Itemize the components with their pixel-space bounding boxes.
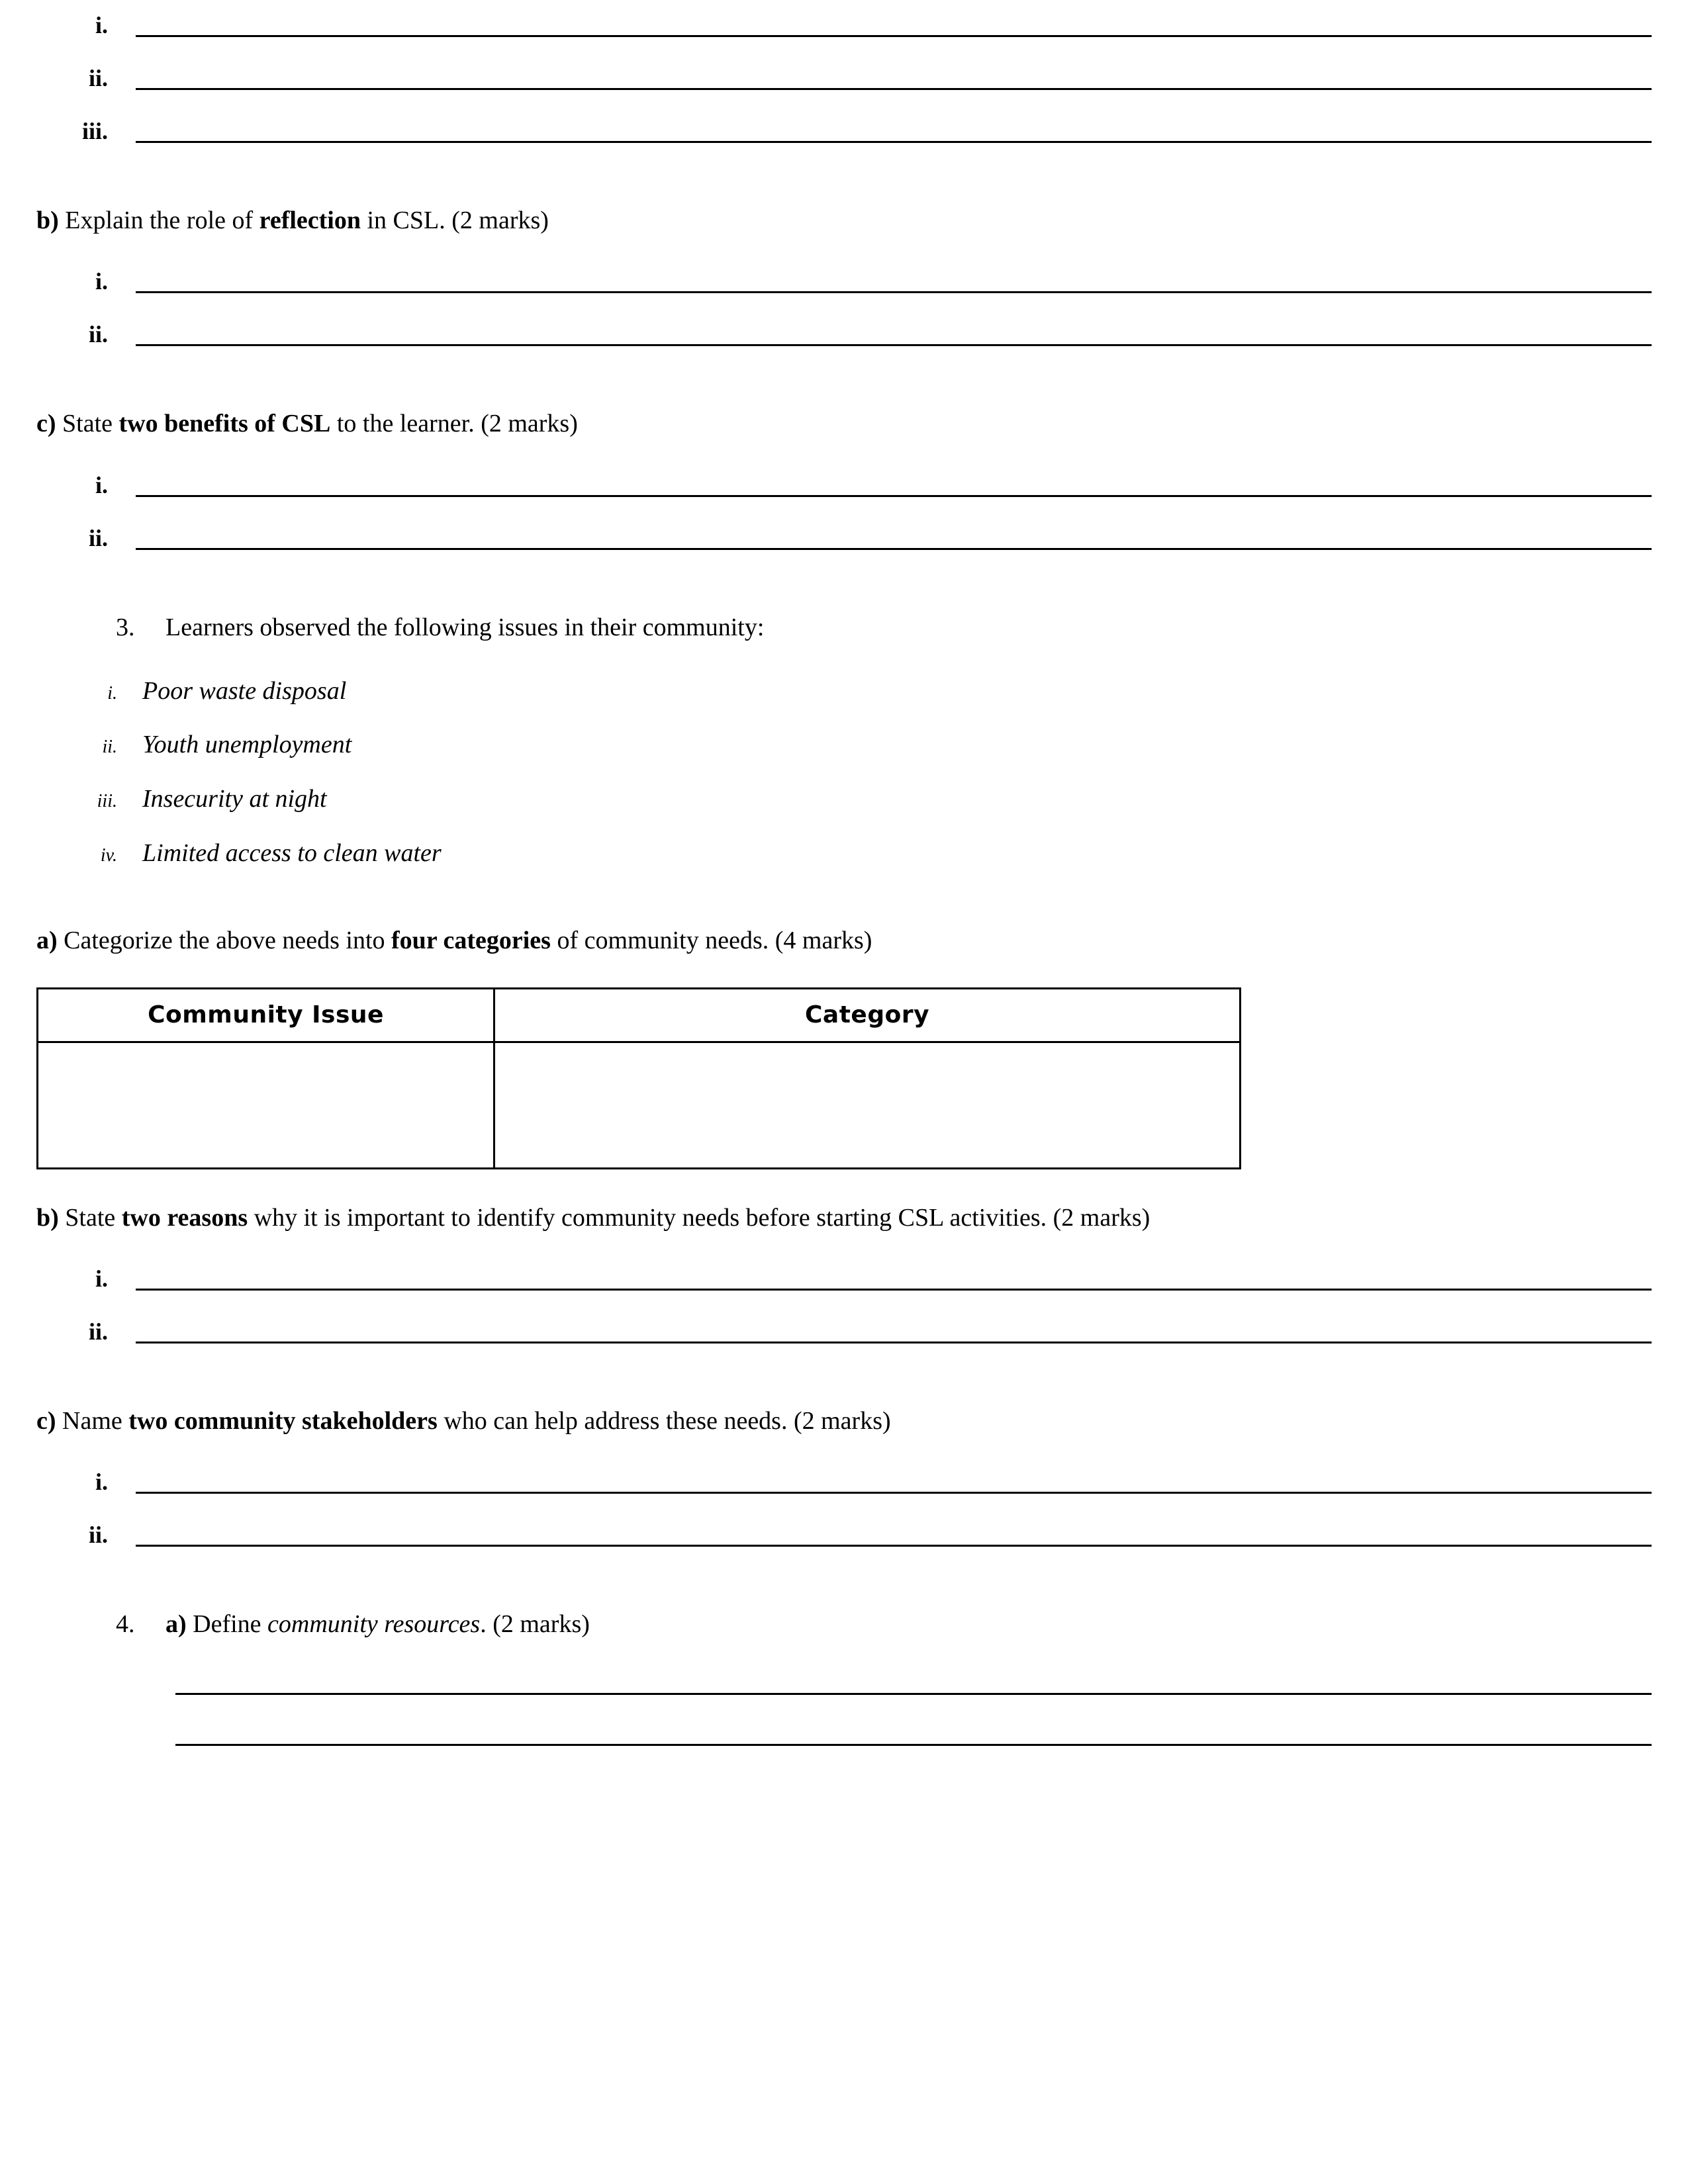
list-item-label: Youth unemployment: [142, 731, 352, 759]
answer-label: i.: [95, 268, 108, 295]
answer-write-line[interactable]: [136, 68, 1652, 90]
list-item: [36, 730, 1652, 760]
question-4-number: 4.: [116, 1610, 135, 1639]
answer-label: ii.: [88, 65, 108, 91]
table-row: [38, 1042, 1241, 1168]
question-2b-keyword: reflection: [259, 206, 361, 234]
question-3a-text-before: Categorize the above needs into: [57, 927, 392, 955]
question-2c-text: [36, 407, 1652, 441]
answer-label: i.: [95, 1469, 108, 1496]
list-item-label: Limited access to clean water: [142, 839, 442, 867]
question-3b-keyword: two reasons: [121, 1203, 248, 1232]
question-2c-keyword: two benefits of CSL: [118, 410, 331, 438]
answer-label: i.: [95, 471, 108, 498]
list-item: [36, 784, 1652, 815]
column-header-category: Category: [494, 988, 1241, 1042]
question-3c-prefix: c): [36, 1406, 56, 1435]
answer-write-line[interactable]: [136, 1525, 1652, 1547]
answer-row: [36, 473, 1652, 497]
list-item-label: Insecurity at night: [142, 785, 327, 813]
answer-write-line[interactable]: [175, 1724, 1652, 1746]
answer-label: iii.: [81, 118, 108, 144]
question-3a-text-after: of community needs. (4 marks): [550, 927, 872, 955]
answer-group-top: [36, 13, 1652, 143]
answer-row: [36, 1724, 1652, 1746]
answer-write-line[interactable]: [136, 15, 1652, 37]
answer-write-line[interactable]: [136, 528, 1652, 550]
question-4a-text: [165, 1608, 590, 1641]
question-3b-text-before: State: [58, 1203, 122, 1232]
question-3b-text: [36, 1201, 1652, 1235]
cell-community-issue[interactable]: [38, 1042, 494, 1168]
question-3a-text: [36, 924, 1652, 958]
answer-write-line[interactable]: [136, 271, 1652, 293]
question-2c-text-after: to the learner. (2 marks): [330, 410, 578, 438]
table-header-row: [38, 988, 1241, 1042]
question-3a-keyword: four categories: [391, 927, 551, 955]
answer-write-line[interactable]: [136, 1269, 1652, 1291]
list-item: [36, 676, 1652, 707]
question-3b-text-after: why it is important to identify community needs before starting CSL activities. (2 marks): [248, 1203, 1150, 1232]
question-4: [116, 1608, 1652, 1641]
question-2b-prefix: b): [36, 206, 59, 234]
question-4a-text-before: Define: [186, 1610, 268, 1639]
answer-row: [36, 13, 1652, 37]
answer-row: [36, 1320, 1652, 1343]
answer-group-4a: [36, 1673, 1652, 1746]
answer-write-line[interactable]: [136, 121, 1652, 143]
answer-group-2c: [36, 473, 1652, 550]
list-item-label: Poor waste disposal: [142, 676, 347, 705]
answer-row: [36, 1267, 1652, 1291]
answer-row: [36, 269, 1652, 293]
list-item-number: iii.: [97, 791, 117, 812]
answer-write-line[interactable]: [175, 1673, 1652, 1695]
cell-category[interactable]: [494, 1042, 1241, 1168]
question-3c-text-after: who can help address these needs. (2 marks): [437, 1406, 891, 1435]
answer-row: [36, 1470, 1652, 1494]
question-3c-text: [36, 1404, 1652, 1438]
answer-write-line[interactable]: [136, 324, 1652, 346]
question-3: [116, 611, 1652, 645]
answer-label: ii.: [88, 1318, 108, 1345]
answer-row: [36, 1673, 1652, 1695]
answer-label: i.: [95, 12, 108, 38]
question-4a-text-after: . (2 marks): [480, 1610, 590, 1639]
question-3b-prefix: b): [36, 1203, 59, 1232]
answer-label: ii.: [88, 321, 108, 348]
list-item: [36, 839, 1652, 869]
answer-write-line[interactable]: [136, 475, 1652, 497]
question-2c-text-before: State: [56, 410, 119, 438]
answer-row: [36, 66, 1652, 90]
question-2c-prefix: c): [36, 410, 56, 438]
category-table: [36, 987, 1241, 1169]
question-4a-term: community resources: [267, 1610, 481, 1639]
question-3c-text-before: Name: [56, 1406, 129, 1435]
answer-group-2b: [36, 269, 1652, 346]
list-item-number: i.: [107, 682, 117, 704]
answer-label: ii.: [88, 524, 108, 551]
question-4a-prefix: a): [165, 1610, 187, 1639]
question-2b-text-before: Explain the role of: [58, 206, 259, 234]
column-header-community-issue: Community Issue: [38, 988, 494, 1042]
answer-group-3b: [36, 1267, 1652, 1343]
question-3a-prefix: a): [36, 927, 58, 955]
question-2b-text: [36, 204, 1652, 238]
answer-group-3c: [36, 1470, 1652, 1547]
answer-label: i.: [95, 1265, 108, 1292]
list-item-number: iv.: [100, 844, 117, 866]
list-item-number: ii.: [102, 737, 117, 758]
answer-row: [36, 119, 1652, 143]
answer-row: [36, 526, 1652, 550]
question-2b-text-after: in CSL. (2 marks): [361, 206, 549, 234]
answer-label: ii.: [88, 1522, 108, 1549]
answer-write-line[interactable]: [136, 1322, 1652, 1343]
question-3-issue-list: [36, 676, 1652, 868]
answer-row: [36, 322, 1652, 346]
question-3c-keyword: two community stakeholders: [128, 1406, 438, 1435]
answer-row: [36, 1523, 1652, 1547]
page-content: [36, 13, 1652, 1775]
question-3-stem: Learners observed the following issues in their community:: [165, 613, 765, 641]
question-3-number: 3.: [116, 613, 135, 641]
answer-write-line[interactable]: [136, 1472, 1652, 1494]
